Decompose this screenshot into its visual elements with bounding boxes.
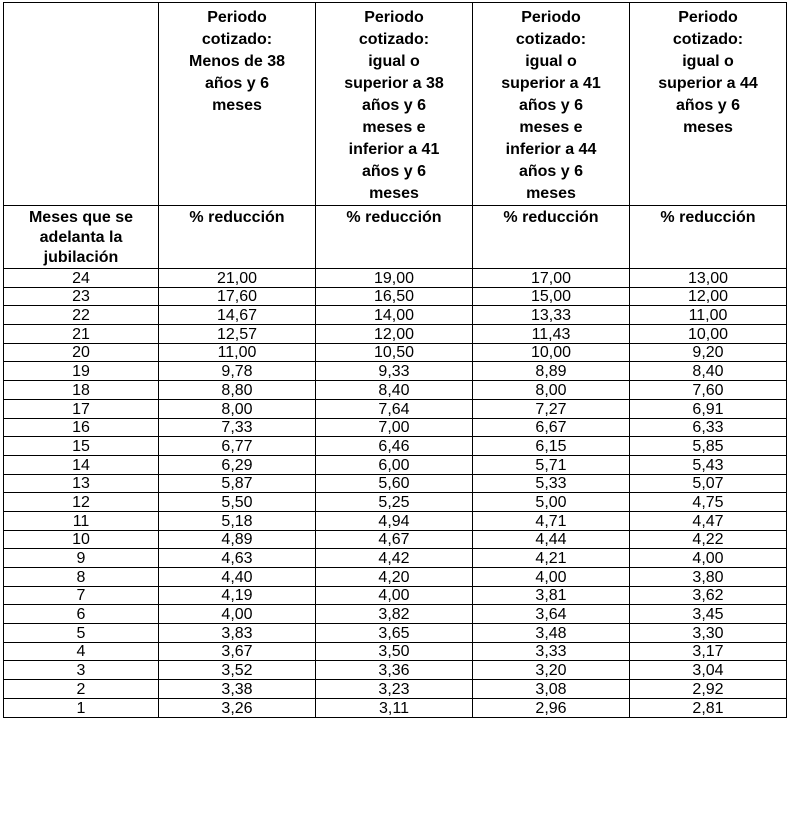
subheader-label: % reducción xyxy=(660,209,756,226)
table-row xyxy=(4,474,787,493)
reduction-41-44-cell: 15,00 xyxy=(473,287,630,306)
months-cell: 8 xyxy=(4,568,159,587)
reduction-41-44-cell: 11,43 xyxy=(473,325,630,344)
reduction-over-44-cell: 11,00 xyxy=(630,306,787,325)
table-row xyxy=(4,306,787,325)
months-cell: 12 xyxy=(4,493,159,512)
header-cell-period-under-38 xyxy=(159,3,316,206)
reduction-under-38-cell: 8,80 xyxy=(159,381,316,400)
table-row xyxy=(4,325,787,344)
reduction-under-38-cell: 4,89 xyxy=(159,530,316,549)
months-cell: 15 xyxy=(4,437,159,456)
reduction-41-44-cell: 3,08 xyxy=(473,680,630,699)
table-row xyxy=(4,269,787,288)
reduction-over-44-cell: 2,81 xyxy=(630,698,787,717)
months-cell: 1 xyxy=(4,698,159,717)
reduction-over-44-cell: 6,91 xyxy=(630,399,787,418)
table-row xyxy=(4,568,787,587)
months-cell: 23 xyxy=(4,287,159,306)
reduction-under-38-cell: 3,67 xyxy=(159,642,316,661)
months-cell: 6 xyxy=(4,605,159,624)
reduction-38-41-cell: 5,25 xyxy=(316,493,473,512)
reduction-under-38-cell: 6,77 xyxy=(159,437,316,456)
header-label: Periodo cotizado: igual o superior a 38 años y 6 meses e inferior a 41 años y 6 meses xyxy=(344,9,444,202)
reduction-under-38-cell: 3,38 xyxy=(159,680,316,699)
reduction-38-41-cell: 3,23 xyxy=(316,680,473,699)
table-row xyxy=(4,493,787,512)
header-label: Periodo cotizado: Menos de 38 años y 6 meses xyxy=(188,9,286,114)
reduction-over-44-cell: 5,43 xyxy=(630,455,787,474)
subheader-months-cell xyxy=(4,206,159,269)
reduction-over-44-cell: 6,33 xyxy=(630,418,787,437)
reduction-38-41-cell: 7,64 xyxy=(316,399,473,418)
reduction-41-44-cell: 3,20 xyxy=(473,661,630,680)
months-cell: 2 xyxy=(4,680,159,699)
table-row xyxy=(4,642,787,661)
reduction-over-44-cell: 4,47 xyxy=(630,511,787,530)
table-row xyxy=(4,680,787,699)
reduction-over-44-cell: 3,45 xyxy=(630,605,787,624)
table-row xyxy=(4,549,787,568)
reduction-over-44-cell: 7,60 xyxy=(630,381,787,400)
reduction-under-38-cell: 4,40 xyxy=(159,568,316,587)
reduction-over-44-cell: 3,17 xyxy=(630,642,787,661)
table-row xyxy=(4,381,787,400)
reduction-38-41-cell: 12,00 xyxy=(316,325,473,344)
table-header-row xyxy=(4,3,787,206)
reduction-41-44-cell: 5,00 xyxy=(473,493,630,512)
months-cell: 11 xyxy=(4,511,159,530)
header-corner-cell xyxy=(4,3,159,206)
reduction-over-44-cell: 4,00 xyxy=(630,549,787,568)
reduction-38-41-cell: 14,00 xyxy=(316,306,473,325)
reduction-over-44-cell: 3,30 xyxy=(630,624,787,643)
reduction-41-44-cell: 8,00 xyxy=(473,381,630,400)
reduction-38-41-cell: 9,33 xyxy=(316,362,473,381)
reduction-under-38-cell: 9,78 xyxy=(159,362,316,381)
table-row xyxy=(4,624,787,643)
subheader-label: % reducción xyxy=(189,209,285,226)
months-cell: 22 xyxy=(4,306,159,325)
reduction-38-41-cell: 19,00 xyxy=(316,269,473,288)
reduction-under-38-cell: 6,29 xyxy=(159,455,316,474)
reduction-over-44-cell: 3,62 xyxy=(630,586,787,605)
subheader-label: Meses que se adelanta la jubilación xyxy=(28,209,134,266)
months-cell: 9 xyxy=(4,549,159,568)
reduction-41-44-cell: 4,71 xyxy=(473,511,630,530)
reduction-over-44-cell: 8,40 xyxy=(630,362,787,381)
table-subheader-row xyxy=(4,206,787,269)
reduction-38-41-cell: 16,50 xyxy=(316,287,473,306)
reduction-38-41-cell: 4,67 xyxy=(316,530,473,549)
reduction-41-44-cell: 3,48 xyxy=(473,624,630,643)
subheader-label: % reducción xyxy=(503,209,599,226)
reduction-over-44-cell: 2,92 xyxy=(630,680,787,699)
reduction-table xyxy=(3,2,787,718)
reduction-41-44-cell: 6,15 xyxy=(473,437,630,456)
subheader-label: % reducción xyxy=(346,209,442,226)
table-row xyxy=(4,455,787,474)
reduction-under-38-cell: 7,33 xyxy=(159,418,316,437)
header-cell-period-41-44 xyxy=(473,3,630,206)
months-cell: 19 xyxy=(4,362,159,381)
reduction-41-44-cell: 7,27 xyxy=(473,399,630,418)
reduction-38-41-cell: 4,20 xyxy=(316,568,473,587)
months-cell: 3 xyxy=(4,661,159,680)
months-cell: 24 xyxy=(4,269,159,288)
subheader-reduction-cell xyxy=(159,206,316,269)
reduction-under-38-cell: 4,19 xyxy=(159,586,316,605)
reduction-over-44-cell: 9,20 xyxy=(630,343,787,362)
months-cell: 18 xyxy=(4,381,159,400)
reduction-38-41-cell: 3,50 xyxy=(316,642,473,661)
table-row xyxy=(4,605,787,624)
table-row xyxy=(4,530,787,549)
reduction-under-38-cell: 8,00 xyxy=(159,399,316,418)
months-cell: 16 xyxy=(4,418,159,437)
reduction-38-41-cell: 6,46 xyxy=(316,437,473,456)
months-cell: 4 xyxy=(4,642,159,661)
header-label: Periodo cotizado: igual o superior a 41 años y 6 meses e inferior a 44 años y 6 meses xyxy=(501,9,601,202)
reduction-under-38-cell: 3,26 xyxy=(159,698,316,717)
months-cell: 14 xyxy=(4,455,159,474)
header-label: Periodo cotizado: igual o superior a 44 años y 6 meses xyxy=(658,9,758,136)
reduction-under-38-cell: 5,87 xyxy=(159,474,316,493)
subheader-reduction-cell xyxy=(630,206,787,269)
months-cell: 5 xyxy=(4,624,159,643)
reduction-38-41-cell: 3,11 xyxy=(316,698,473,717)
reduction-41-44-cell: 13,33 xyxy=(473,306,630,325)
reduction-41-44-cell: 5,33 xyxy=(473,474,630,493)
reduction-over-44-cell: 5,85 xyxy=(630,437,787,456)
reduction-under-38-cell: 17,60 xyxy=(159,287,316,306)
table-row xyxy=(4,418,787,437)
reduction-under-38-cell: 3,52 xyxy=(159,661,316,680)
reduction-over-44-cell: 13,00 xyxy=(630,269,787,288)
table-row xyxy=(4,511,787,530)
reduction-under-38-cell: 5,50 xyxy=(159,493,316,512)
reduction-38-41-cell: 5,60 xyxy=(316,474,473,493)
subheader-reduction-cell xyxy=(316,206,473,269)
months-cell: 13 xyxy=(4,474,159,493)
months-cell: 17 xyxy=(4,399,159,418)
reduction-41-44-cell: 4,00 xyxy=(473,568,630,587)
reduction-41-44-cell: 10,00 xyxy=(473,343,630,362)
reduction-38-41-cell: 10,50 xyxy=(316,343,473,362)
reduction-41-44-cell: 3,81 xyxy=(473,586,630,605)
reduction-41-44-cell: 4,21 xyxy=(473,549,630,568)
reduction-38-41-cell: 8,40 xyxy=(316,381,473,400)
table-row xyxy=(4,698,787,717)
reduction-41-44-cell: 5,71 xyxy=(473,455,630,474)
reduction-41-44-cell: 3,33 xyxy=(473,642,630,661)
reduction-over-44-cell: 4,22 xyxy=(630,530,787,549)
table-row xyxy=(4,287,787,306)
reduction-under-38-cell: 14,67 xyxy=(159,306,316,325)
reduction-41-44-cell: 4,44 xyxy=(473,530,630,549)
months-cell: 21 xyxy=(4,325,159,344)
reduction-41-44-cell: 3,64 xyxy=(473,605,630,624)
table-row xyxy=(4,343,787,362)
reduction-over-44-cell: 10,00 xyxy=(630,325,787,344)
table-row xyxy=(4,661,787,680)
subheader-reduction-cell xyxy=(473,206,630,269)
reduction-38-41-cell: 4,00 xyxy=(316,586,473,605)
reduction-over-44-cell: 3,04 xyxy=(630,661,787,680)
reduction-over-44-cell: 4,75 xyxy=(630,493,787,512)
reduction-under-38-cell: 4,00 xyxy=(159,605,316,624)
reduction-under-38-cell: 3,83 xyxy=(159,624,316,643)
table-row xyxy=(4,437,787,456)
reduction-38-41-cell: 3,36 xyxy=(316,661,473,680)
header-cell-period-38-41 xyxy=(316,3,473,206)
reduction-38-41-cell: 4,42 xyxy=(316,549,473,568)
reduction-38-41-cell: 6,00 xyxy=(316,455,473,474)
reduction-under-38-cell: 11,00 xyxy=(159,343,316,362)
reduction-over-44-cell: 5,07 xyxy=(630,474,787,493)
months-cell: 10 xyxy=(4,530,159,549)
table-row xyxy=(4,362,787,381)
reduction-41-44-cell: 17,00 xyxy=(473,269,630,288)
months-cell: 7 xyxy=(4,586,159,605)
reduction-under-38-cell: 21,00 xyxy=(159,269,316,288)
reduction-38-41-cell: 3,65 xyxy=(316,624,473,643)
reduction-under-38-cell: 12,57 xyxy=(159,325,316,344)
reduction-41-44-cell: 8,89 xyxy=(473,362,630,381)
header-cell-period-over-44 xyxy=(630,3,787,206)
reduction-38-41-cell: 7,00 xyxy=(316,418,473,437)
reduction-38-41-cell: 3,82 xyxy=(316,605,473,624)
reduction-over-44-cell: 3,80 xyxy=(630,568,787,587)
reduction-38-41-cell: 4,94 xyxy=(316,511,473,530)
reduction-under-38-cell: 4,63 xyxy=(159,549,316,568)
table-row xyxy=(4,586,787,605)
months-cell: 20 xyxy=(4,343,159,362)
reduction-41-44-cell: 6,67 xyxy=(473,418,630,437)
reduction-table-container xyxy=(3,2,787,718)
reduction-over-44-cell: 12,00 xyxy=(630,287,787,306)
reduction-41-44-cell: 2,96 xyxy=(473,698,630,717)
reduction-under-38-cell: 5,18 xyxy=(159,511,316,530)
table-row xyxy=(4,399,787,418)
